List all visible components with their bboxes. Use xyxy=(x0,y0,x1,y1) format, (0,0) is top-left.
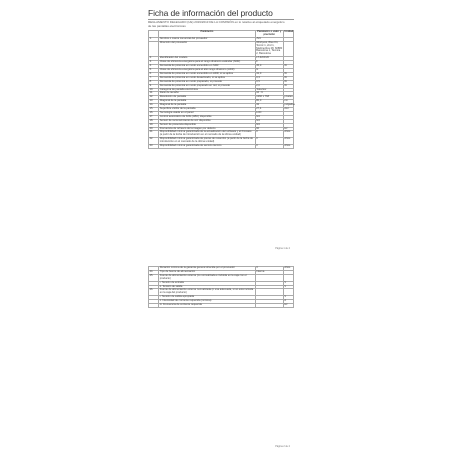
row-value: NO xyxy=(255,123,283,127)
row-value xyxy=(255,289,283,296)
row-parameter: Diagonal de la pantalla xyxy=(159,100,255,104)
row-value: 0,3 xyxy=(255,76,283,80)
row-unit: Años xyxy=(283,267,293,271)
row-unit: dm² xyxy=(283,108,293,112)
row-parameter: Demanda de potencia en modo desactivado, si se aplica xyxy=(159,76,255,80)
row-unit: Años xyxy=(283,138,293,145)
row-unit: píxeles xyxy=(284,95,293,99)
row-parameter: Frecuencia de refresco de la imagen por defecto xyxy=(159,127,255,131)
row-parameter: Diagonal de la pantalla xyxy=(159,104,255,108)
row-value: Interna xyxy=(255,270,283,274)
row-value: LCD xyxy=(255,111,283,115)
header-value: Parámetro o valor y precisión xyxy=(257,30,282,36)
row-parameter: Clase de eficiencia energética para el rango dinámico estándar (SDR) xyxy=(159,61,255,65)
row-value: 16 : 9 xyxy=(255,92,283,96)
row-number: 1. xyxy=(149,37,159,41)
table-row xyxy=(149,41,294,57)
regulation-intro: REGLAMENTO DELEGADO (UE) 2019/2013 DE LA COMISIÓN en lo relativo al etiquetado energético de las pantallas electrónicas xyxy=(148,20,285,28)
row-value: 32 xyxy=(255,104,283,108)
row-value: JVC xyxy=(255,37,283,41)
row-unit: Hz xyxy=(283,304,293,308)
row-unit: Años xyxy=(283,131,293,138)
row-value: 60 xyxy=(255,127,283,131)
row-number: 25. xyxy=(149,274,159,281)
row-number: 21. xyxy=(149,131,159,138)
row-unit: cm xyxy=(283,100,293,104)
row-parameter: Nombre o marca comercial del proveedor xyxy=(159,37,255,41)
row-value: 0 xyxy=(255,145,283,149)
row-value: 2,0 xyxy=(255,84,283,88)
row-number: 3. xyxy=(149,61,159,65)
row-number: 26. xyxy=(149,289,159,296)
row-parameter: Tipo de fuente de alimentación xyxy=(159,270,255,274)
row-unit: pulgadas xyxy=(284,103,295,107)
row-parameter: Fuente de alimentación externa (no normalizada e incluida en la caja con el producto) xyxy=(159,274,255,281)
row-parameter: Identificador del modelo xyxy=(159,57,255,61)
row-number: 14. xyxy=(149,104,159,108)
page-footer: Página 2 de 2 xyxy=(275,445,290,448)
header-parameter: Parámetro xyxy=(159,31,255,38)
row-unit: V xyxy=(283,281,293,285)
row-unit: V xyxy=(283,285,293,289)
row-parameter: Ratio de tamaño xyxy=(159,92,255,96)
row-number: 15. xyxy=(149,108,159,112)
row-unit: A xyxy=(283,300,293,304)
row-unit: W xyxy=(283,76,293,80)
row-parameter: Demanda de potencia en modo encendido en SDR xyxy=(159,65,255,69)
row-number: 13. xyxy=(149,100,159,104)
row-parameter: Tecnología usada en el panel xyxy=(159,111,255,115)
row-unit: W xyxy=(283,72,293,76)
row-unit xyxy=(283,41,293,57)
row-value xyxy=(255,304,283,308)
row-parameter: Disponibilidad mínima garantizada de la actualización del software y el firmware (a partir de la fecha de introducción en el mercado de la última unidad) xyxy=(159,131,255,138)
row-number: 6. xyxy=(149,72,159,76)
row-value: 3 xyxy=(255,267,283,271)
row-parameter: Categoría de pantalla electrónica xyxy=(159,88,255,92)
row-value xyxy=(255,274,283,281)
row-number: 5. xyxy=(149,68,159,72)
row-parameter: Resolución de pantalla xyxy=(159,96,255,100)
row-parameter: Superficie visible de la pantalla xyxy=(159,108,255,112)
row-parameter: ii. Tensión de salida xyxy=(159,285,255,289)
row-parameter: Control automático de brillo (ABC) disponible xyxy=(159,115,255,119)
row-unit: V xyxy=(283,296,293,300)
row-number: 8. xyxy=(149,80,159,84)
row-number: 10. xyxy=(149,88,159,92)
row-value: 0,5 xyxy=(255,80,283,84)
row-parameter: Sensor de presencia disponible xyxy=(159,123,255,127)
page-1 xyxy=(136,2,296,254)
header-unit: Unidad xyxy=(283,31,293,38)
row-parameter: i. Tensión de salida apropiada xyxy=(159,296,255,300)
row-number: 18. xyxy=(149,119,159,123)
page-footer: Página 1 de 2 xyxy=(275,247,290,250)
product-info-table-continued xyxy=(148,266,294,308)
row-parameter: i. Tensión de entrada xyxy=(159,281,255,285)
row-value: 0 xyxy=(255,131,283,138)
row-parameter: iii. Frecuencia de corriente requerida xyxy=(159,304,255,308)
table-row xyxy=(149,304,294,308)
page-2 xyxy=(136,260,296,452)
row-value: F xyxy=(255,61,283,65)
row-number: 4. xyxy=(149,65,159,69)
row-value: Televisor xyxy=(255,88,283,92)
row-number: 24. xyxy=(149,270,159,274)
row-number: 2. xyxy=(149,57,159,61)
row-parameter: Fuente de alimentación externa normalizada (o una adecuada, si no está incluida en la caja del producto) xyxy=(159,288,254,295)
row-parameter: ii. Intensidad de corriente requerida (mínima) xyxy=(159,300,255,304)
row-number: 23. xyxy=(149,145,159,149)
row-number: 19. xyxy=(149,123,159,127)
row-number: 7. xyxy=(149,76,159,80)
row-value: 1366 x 768 xyxy=(255,96,283,100)
row-value: LT-32CF20 xyxy=(255,57,283,61)
row-parameter: Sensor de reconocimiento de voz disponible xyxy=(159,119,255,123)
row-number: 16. xyxy=(149,111,159,115)
row-unit: W xyxy=(283,65,293,69)
row-value: 27,4 xyxy=(255,108,283,112)
row-value: 0 xyxy=(255,138,283,145)
row-value: 41,0 xyxy=(255,72,283,76)
row-number: 11. xyxy=(149,92,159,96)
row-parameter: Disponibilidad mínima garantizada de servicio técnico xyxy=(159,145,255,149)
row-value: G xyxy=(255,68,283,72)
row-parameter: Disponibilidad mínima garantizada de piezas de recambio (a partir de la fecha de introducción en el mercado de la última unidad) xyxy=(159,138,255,145)
row-number: 22. xyxy=(149,138,159,145)
page-title: Ficha de información del producto xyxy=(148,8,273,18)
row-number: 17. xyxy=(149,115,159,119)
product-info-table xyxy=(148,30,294,149)
row-parameter: Duración mínima de la garantía general ofrecida por el proveedor xyxy=(159,267,255,271)
row-value: 35,0 xyxy=(255,65,283,69)
row-number: 12. xyxy=(149,96,159,100)
row-unit: W xyxy=(283,80,293,84)
row-value: Whirlpool, Blue Kit, Tecnic 1, 2nd 1, Martinerbos 28, 60880 Barcelona 1, Tecnica 2, Barcelona xyxy=(256,40,283,56)
row-parameter: Dirección del proveedor xyxy=(159,41,255,57)
row-parameter: Demanda de potencia en modo encendido en HDR, si se aplica xyxy=(159,72,255,76)
row-number xyxy=(149,41,159,57)
row-parameter: Clase de eficiencia energética para el alto rango dinámico (HDR) xyxy=(159,68,255,72)
row-number: 20. xyxy=(149,127,159,131)
row-unit: W xyxy=(283,84,293,88)
row-parameter: Demanda de potencia en modo preparado, si procede xyxy=(159,80,255,84)
row-parameter: Demanda de potencia en modo preparado en red, si procede xyxy=(159,84,255,88)
row-number xyxy=(149,304,159,308)
row-unit: Años xyxy=(283,145,293,149)
row-value: 80,0 xyxy=(255,100,283,104)
row-value: NO xyxy=(255,115,283,119)
row-number: 9. xyxy=(149,84,159,88)
table-row xyxy=(149,145,294,149)
row-value: NO xyxy=(255,119,283,123)
row-unit: Hz xyxy=(283,127,293,131)
